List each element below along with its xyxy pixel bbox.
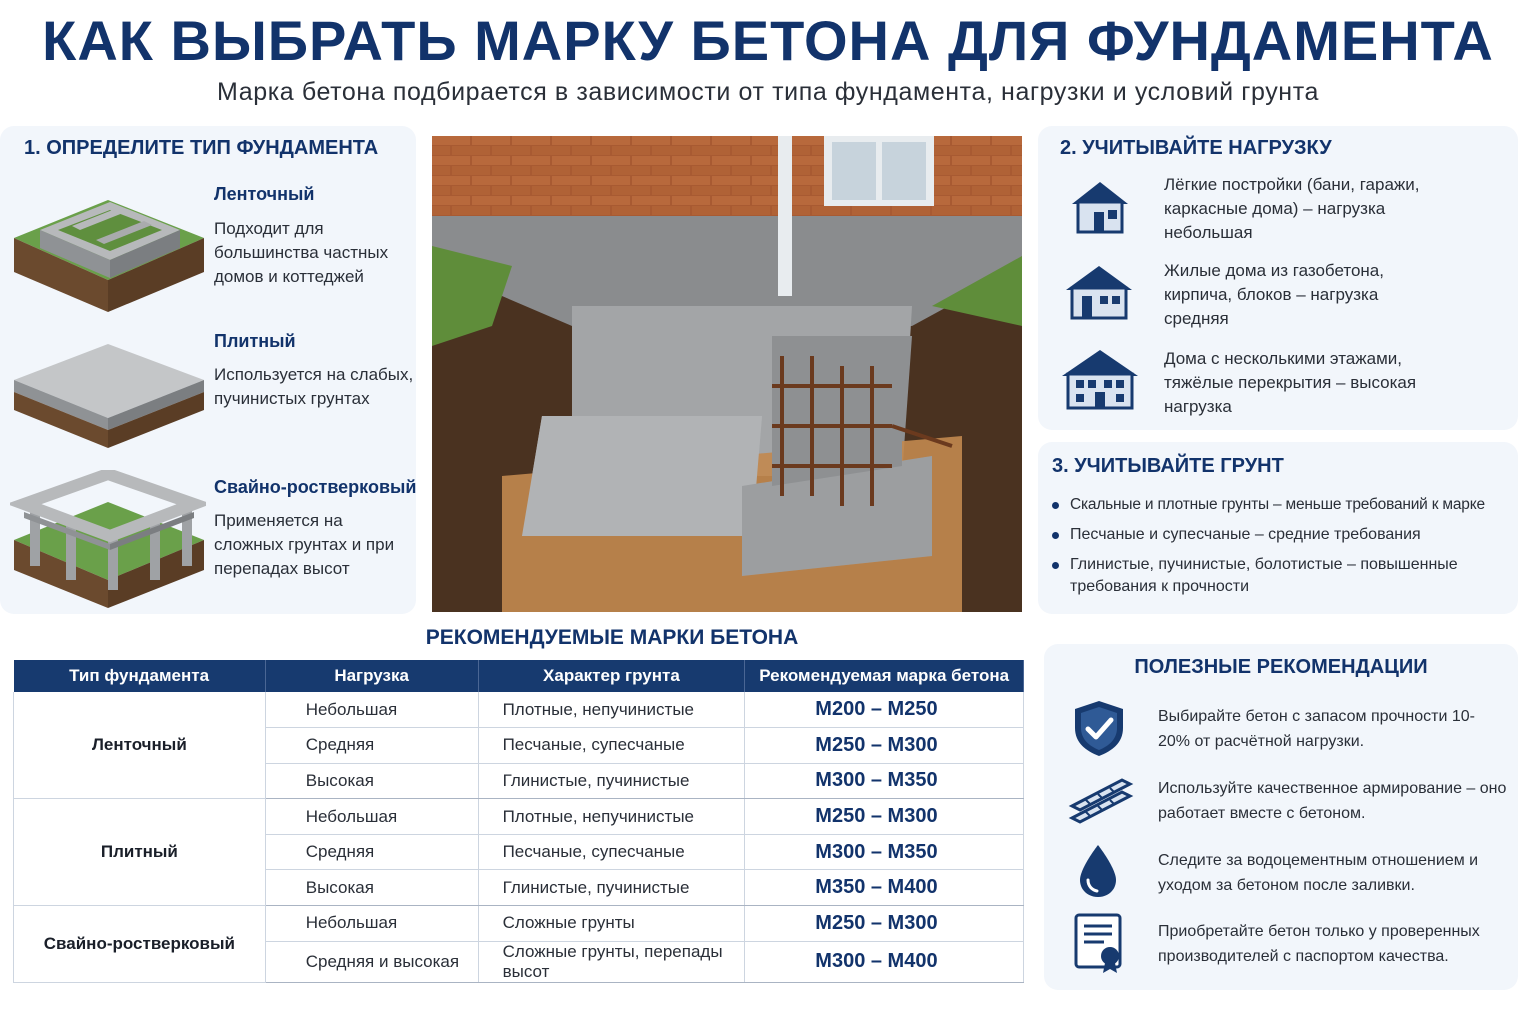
- header-soil: Характер грунта: [478, 660, 745, 692]
- table-row: [14, 906, 1024, 942]
- soil-item: Глинистые, пучинистые, болотистые – повышенные требования к прочности: [1050, 554, 1490, 598]
- foundation-cross-section-photo: [432, 136, 1022, 612]
- grade-cell: М300 – М400: [745, 941, 1024, 982]
- load-cell: Средняя: [265, 834, 478, 870]
- pile-foundation-illustration: [10, 470, 206, 610]
- large-house-icon: [1058, 346, 1142, 410]
- table-row: [14, 692, 1024, 728]
- high-load-text: Дома с несколькими этажами, тяжёлые перекрытия – высокая нагрузка: [1164, 349, 1417, 416]
- soil-cell: Сложные грунты, перепады высот: [478, 941, 745, 982]
- rebar-icon: [1068, 770, 1134, 826]
- grade-cell: М300 – М350: [745, 834, 1024, 870]
- soil-title: 3. УЧИТЫВАЙТЕ ГРУНТ: [1052, 455, 1284, 477]
- soil-cell: Плотные, непучинистые: [478, 692, 745, 728]
- medium-house-icon: [1062, 262, 1136, 320]
- shield-check-icon: [1068, 698, 1130, 758]
- slab-foundation-name: Плитный: [214, 331, 296, 351]
- strip-foundation-illustration: [10, 180, 206, 312]
- strip-foundation-desc: Подходит для большинства частных домов и коттеджей: [214, 219, 389, 286]
- pile-foundation-name: Свайно-ростверковый: [214, 477, 417, 497]
- load-title: 2. УЧИТЫВАЙТЕ НАГРУЗКУ: [1060, 137, 1332, 159]
- soil-item: Скальные и плотные грунты – меньше требований к марке: [1050, 494, 1520, 516]
- soil-cell: Сложные грунты: [478, 906, 745, 942]
- load-cell: Высокая: [265, 870, 478, 906]
- tips-title: ПОЛЕЗНЫЕ РЕКОМЕНДАЦИИ: [1134, 656, 1428, 678]
- pile-foundation-desc: Применяется на сложных грунтах и при перепадах высот: [214, 511, 395, 578]
- strip-group: [14, 692, 1024, 799]
- load-cell: Небольшая: [265, 692, 478, 728]
- load-cell: Небольшая: [265, 906, 478, 942]
- grade-cell: М300 – М350: [745, 763, 1024, 799]
- medium-load-text: Жилые дома из газобетона, кирпича, блоков – нагрузка средняя: [1164, 261, 1384, 328]
- slab-foundation-desc: Используется на слабых, пучинистых грунтах: [214, 365, 414, 408]
- grade-cell: М250 – М300: [745, 728, 1024, 764]
- tip-text: Следите за водоцементным отношением и уходом за бетоном после заливки.: [1158, 852, 1479, 894]
- pile-group: [14, 906, 1024, 983]
- tip-text: Выбирайте бетон с запасом прочности 10-20% от расчётной нагрузки.: [1158, 708, 1475, 750]
- soil-cell: Глинистые, пучинистые: [478, 870, 745, 906]
- page-subtitle: Марка бетона подбирается в зависимости от типа фундамента, нагрузки и условий грунта: [217, 78, 1319, 106]
- water-drop-icon: [1076, 842, 1120, 900]
- page-title: КАК ВЫБРАТЬ МАРКУ БЕТОНА ДЛЯ ФУНДАМЕНТА: [42, 9, 1494, 72]
- table-title: РЕКОМЕНДУЕМЫЕ МАРКИ БЕТОНА: [425, 626, 799, 649]
- foundation-type-cell: Плитный: [14, 799, 266, 906]
- slab-group: [14, 799, 1024, 906]
- header-load: Нагрузка: [265, 660, 478, 692]
- small-house-icon: [1068, 178, 1132, 234]
- concrete-grade-table: [13, 660, 1024, 983]
- soil-item: Песчаные и супесчаные – средние требования: [1050, 524, 1520, 546]
- soil-list: [1050, 494, 1520, 606]
- light-load-text: Лёгкие постройки (бани, гаражи, каркасные дома) – нагрузка небольшая: [1164, 175, 1420, 242]
- header-grade: Рекомендуемая марка бетона: [745, 660, 1024, 692]
- load-cell: Небольшая: [265, 799, 478, 835]
- load-cell: Высокая: [265, 763, 478, 799]
- tip-text: Используйте качественное армирование – оно работает вместе с бетоном.: [1158, 780, 1507, 822]
- certificate-icon: [1072, 912, 1128, 974]
- load-cell: Средняя: [265, 728, 478, 764]
- foundation-types-title: 1. ОПРЕДЕЛИТЕ ТИП ФУНДАМЕНТА: [24, 137, 379, 159]
- grade-cell: М350 – М400: [745, 870, 1024, 906]
- table-row: [14, 799, 1024, 835]
- soil-cell: Плотные, непучинистые: [478, 799, 745, 835]
- soil-cell: Песчаные, супесчаные: [478, 728, 745, 764]
- grade-cell: М250 – М300: [745, 906, 1024, 942]
- header-foundation-type: Тип фундамента: [14, 660, 266, 692]
- grade-cell: М200 – М250: [745, 692, 1024, 728]
- soil-cell: Глинистые, пучинистые: [478, 763, 745, 799]
- foundation-type-cell: Ленточный: [14, 692, 266, 799]
- soil-cell: Песчаные, супесчаные: [478, 834, 745, 870]
- slab-foundation-illustration: [10, 330, 206, 450]
- load-cell: Средняя и высокая: [265, 941, 478, 982]
- strip-foundation-name: Ленточный: [214, 184, 315, 204]
- tip-text: Приобретайте бетон только у проверенных производителей с паспортом качества.: [1158, 923, 1480, 965]
- grade-cell: М250 – М300: [745, 799, 1024, 835]
- table-header-row: [14, 660, 1024, 692]
- foundation-type-cell: Свайно-ростверковый: [14, 906, 266, 983]
